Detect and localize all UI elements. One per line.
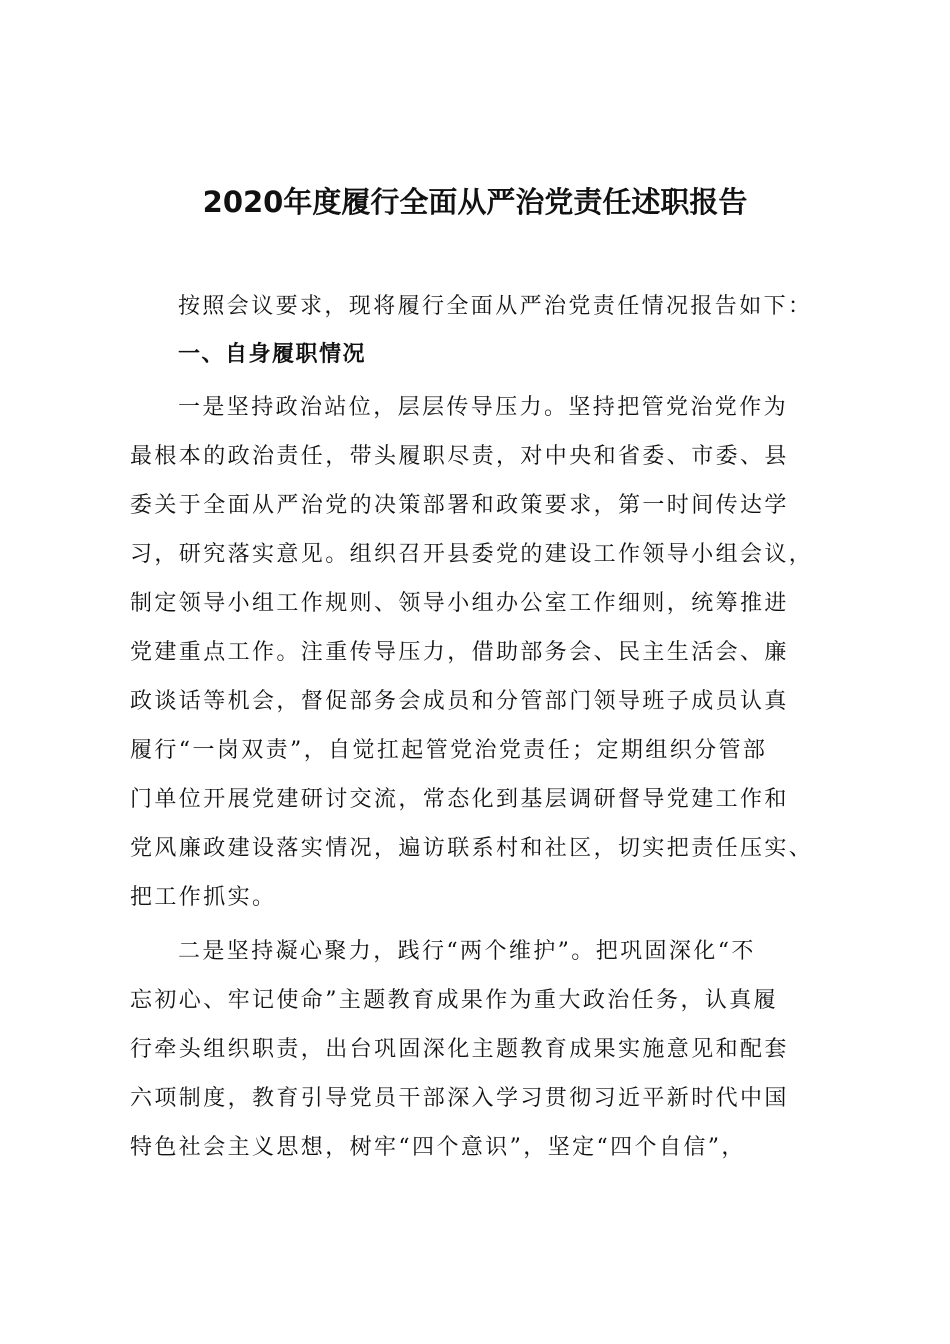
- paragraph-line: 习，研究落实意见。组织召开县委党的建设工作领导小组会议，: [130, 542, 814, 567]
- paragraph-line: 党建重点工作。注重传导压力，借助部务会、民主生活会、廉: [130, 640, 789, 665]
- paragraph-line: 党风廉政建设落实情况，遍访联系村和社区，切实把责任压实、: [130, 836, 814, 861]
- paragraph-1: [130, 383, 836, 922]
- paragraph-line: 最根本的政治责任，带头履职尽责，对中央和省委、市委、县: [130, 444, 789, 469]
- paragraph-line: 门单位开展党建研讨交流，常态化到基层调研督导党建工作和: [130, 787, 789, 812]
- paragraph-line: 履行“一岗双责”，自觉扛起管党治党责任；定期组织分管部: [130, 738, 768, 763]
- paragraph-line: 六项制度，教育引导党员干部深入学习贯彻习近平新时代中国: [130, 1086, 789, 1111]
- paragraph-line: 二是坚持凝心聚力，践行“两个维护”。把巩固深化“不: [178, 939, 756, 964]
- intro-paragraph: [130, 282, 836, 331]
- section-heading: 一、自身履职情况: [178, 342, 367, 367]
- paragraph-line: 政谈话等机会，督促部务会成员和分管部门领导班子成员认真: [130, 689, 789, 714]
- paragraph-line: 委关于全面从严治党的决策部署和政策要求，第一时间传达学: [130, 493, 789, 518]
- paragraph-line: 忘初心、牢记使命”主题教育成果作为重大政治任务，认真履: [130, 988, 779, 1013]
- paragraph-line: 一是坚持政治站位，层层传导压力。坚持把管党治党作为: [178, 395, 789, 420]
- document-title: 2020年度履行全面从严治党责任述职报告: [202, 185, 748, 219]
- paragraph-2: [130, 927, 836, 1172]
- paragraph-line: 制定领导小组工作规则、领导小组办公室工作细则，统筹推进: [130, 591, 789, 616]
- paragraph-line: 行牵头组织职责，出台巩固深化主题教育成果实施意见和配套: [130, 1037, 789, 1062]
- paragraph-line: 把工作抓实。: [130, 885, 277, 910]
- paragraph-line: 特色社会主义思想，树牢“四个意识”，坚定“四个自信”，: [130, 1135, 746, 1160]
- intro-line: 按照会议要求，现将履行全面从严治党责任情况报告如下：: [178, 294, 813, 319]
